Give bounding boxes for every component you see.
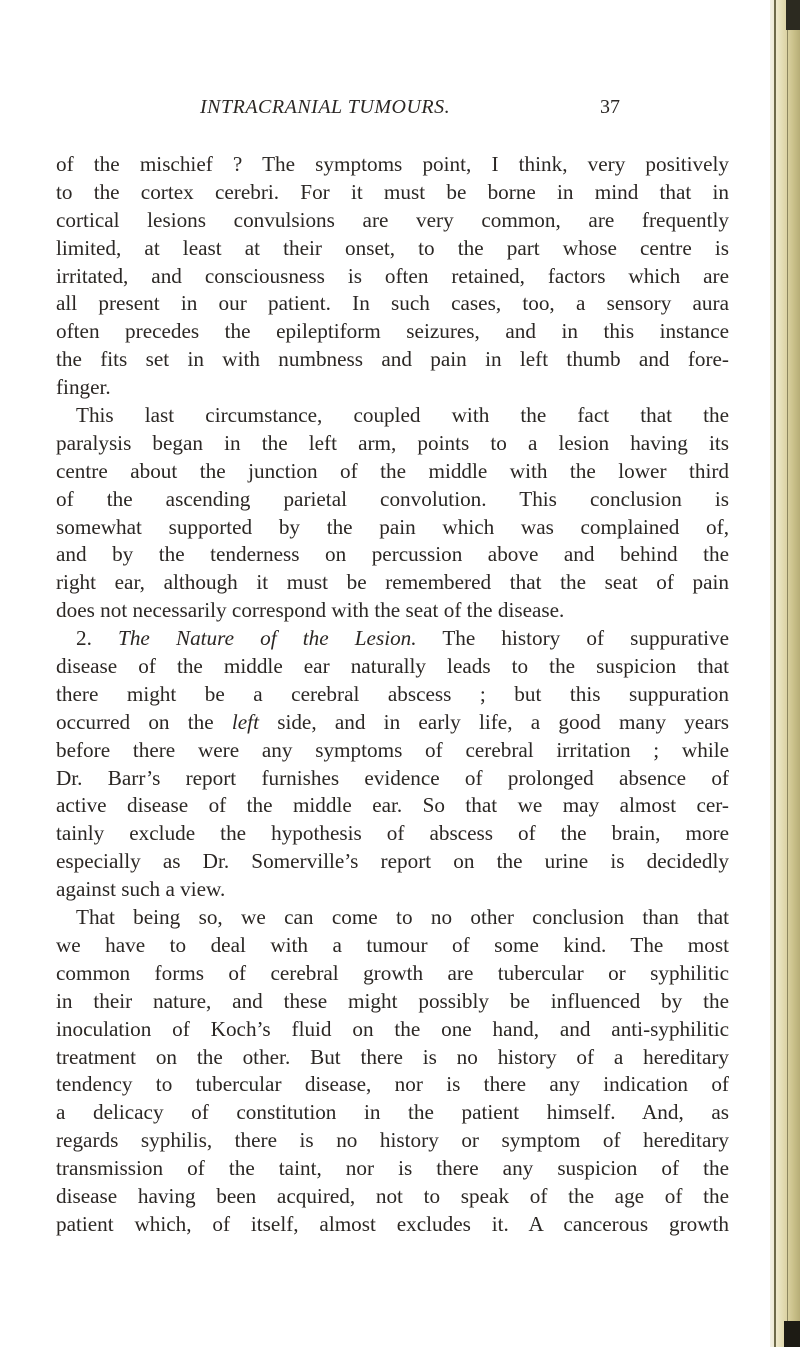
text-line: finger. [56, 375, 111, 400]
text-line: limited, at least at their onset, to the part whose centre is [56, 235, 729, 260]
text-line: tainly exclude the hypothesis of abscess of the brain, more [56, 821, 729, 846]
text-line: does not necessarily correspond with the seat of the disease. [56, 598, 565, 623]
text-line: of the mischief ? The symptoms point, I think, very positively [56, 152, 729, 176]
line-text: occurred on the [56, 709, 232, 734]
text-line: common forms of cerebral growth are tubercular or syphilitic [56, 960, 729, 985]
text-line: tendency to tubercular disease, nor is there any indication of [56, 1072, 729, 1097]
page-number: 37 [600, 96, 620, 118]
section-heading-line [56, 625, 729, 653]
text-line: disease having been acquired, not to speak of the age of the [56, 1183, 729, 1208]
text-line [56, 709, 729, 737]
text-line: regards syphilis, there is no history or symptom of hereditary [56, 1128, 729, 1153]
binding-shadow-line [787, 0, 788, 1347]
text-line: right ear, although it must be remembered that the seat of pain [56, 570, 729, 595]
text-line: patient which, of itself, almost excludes it. A cancerous growth [56, 1211, 729, 1236]
text-line: transmission of the taint, nor is there any suspicion of the [56, 1156, 729, 1181]
text-line: and by the tenderness on percussion above and behind the [56, 542, 729, 567]
text-line: before there were any symptoms of cerebral irritation ; while [56, 737, 729, 762]
page-header [200, 96, 620, 136]
line-text: side, and in early life, a good many years [258, 709, 729, 734]
section-title: The Nature of the Lesion. [118, 626, 417, 651]
text-line: all present in our patient. In such cases, too, a sensory aura [56, 291, 729, 316]
text-line: a delicacy of constitution in the patient himself. And, as [56, 1100, 729, 1125]
line-text: The history of suppurative [416, 626, 730, 651]
emphasis-text: left [231, 709, 259, 734]
text-line: disease of the middle ear naturally leads to the suspicion that [56, 654, 729, 679]
binding-shadow-line [774, 0, 776, 1347]
text-line: paralysis began in the left arm, points to a lesion having its [56, 430, 729, 455]
text-line: especially as Dr. Somerville’s report on the urine is decidedly [56, 849, 729, 874]
text-line: to the cortex cerebri. For it must be borne in mind that in [56, 179, 729, 204]
section-number: 2. [76, 626, 119, 651]
body-text [56, 151, 729, 1239]
text-line: inoculation of Koch’s fluid on the one hand, and anti-syphilitic [56, 1016, 729, 1041]
paragraph-start-line: This last circumstance, coupled with the fact that the [76, 403, 729, 428]
text-line: against such a view. [56, 877, 226, 902]
text-line: cortical lesions convulsions are very common, are frequently [56, 207, 729, 232]
text-line: somewhat supported by the pain which was complained of, [56, 514, 729, 539]
text-line: we have to deal with a tumour of some kind. The most [56, 932, 729, 957]
text-line: Dr. Barr’s report furnishes evidence of prolonged absence of [56, 765, 729, 790]
scan-corner-mark [784, 1321, 800, 1347]
text-line: in their nature, and these might possibly be influenced by the [56, 988, 729, 1013]
text-line: often precedes the epileptiform seizures, and in this instance [56, 319, 729, 344]
text-line: irritated, and consciousness is often retained, factors which are [56, 263, 729, 288]
paragraph-start-line: That being so, we can come to no other conclusion than that [76, 905, 729, 930]
text-line: centre about the junction of the middle with the lower third [56, 458, 729, 483]
text-line: active disease of the middle ear. So that we may almost cer- [56, 793, 729, 818]
text-line: of the ascending parietal convolution. This conclusion is [56, 486, 729, 511]
text-line: there might be a cerebral abscess ; but this suppuration [56, 681, 729, 706]
text-line: treatment on the other. But there is no history of a hereditary [56, 1044, 729, 1069]
text-line: the fits set in with numbness and pain in left thumb and fore- [56, 347, 729, 372]
scan-corner-mark [786, 0, 800, 30]
running-title: INTRACRANIAL TUMOURS. [200, 96, 451, 118]
